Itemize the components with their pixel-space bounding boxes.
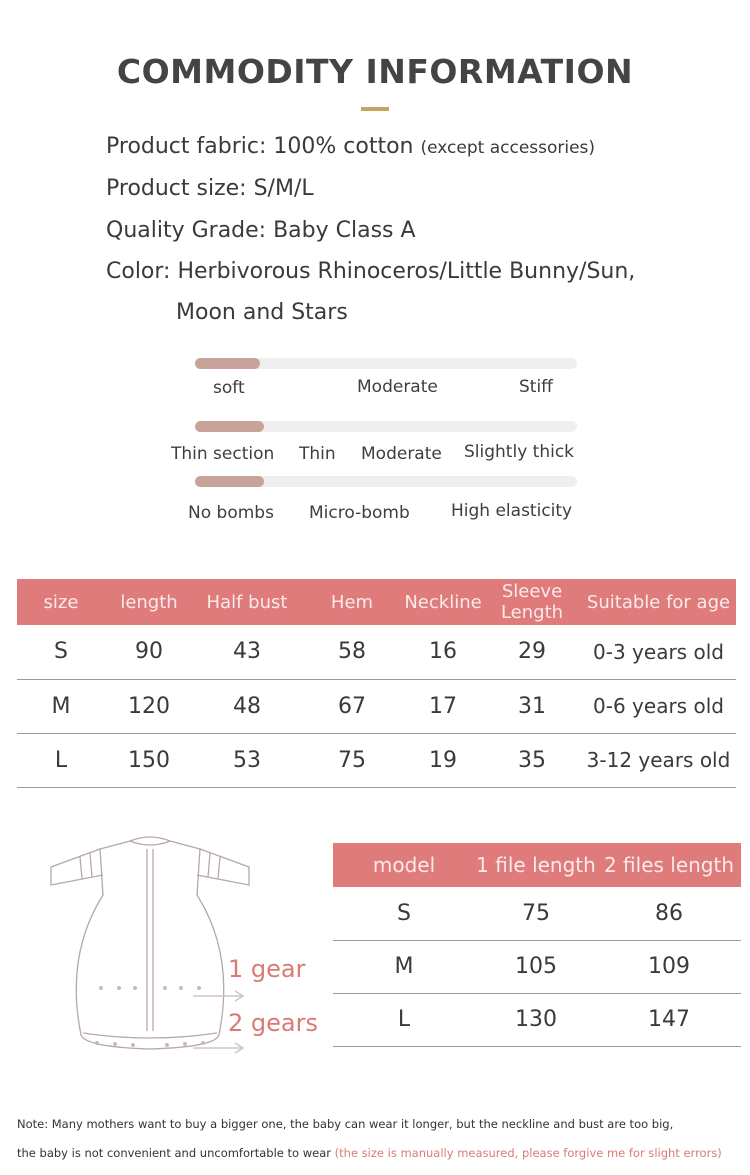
table-header: size	[17, 579, 105, 625]
model-table	[333, 843, 741, 1047]
table-cell: 67	[301, 679, 403, 733]
table-cell: 75	[301, 733, 403, 787]
scale-label: Moderate	[361, 444, 442, 464]
table-cell: 0-6 years old	[581, 679, 736, 733]
table-header: Hem	[301, 579, 403, 625]
size-line: Product size: S/M/L	[106, 176, 314, 201]
table-row	[333, 887, 741, 940]
softness-level	[195, 358, 260, 369]
thickness-scale	[195, 421, 577, 432]
note-line-continued	[17, 1146, 722, 1160]
table-cell: 19	[403, 733, 483, 787]
table-row	[17, 625, 736, 679]
table-row	[333, 993, 741, 1046]
table-row	[17, 733, 736, 787]
table-cell: 16	[403, 625, 483, 679]
table-header: Suitable for age	[581, 579, 736, 625]
scale-label: Thin section	[171, 444, 275, 464]
softness-scale	[195, 358, 577, 369]
table-cell: 105	[475, 940, 597, 993]
scale-label: soft	[213, 378, 245, 398]
table-cell: 0-3 years old	[581, 625, 736, 679]
thickness-level	[195, 421, 264, 432]
sleeping-bag-illustration	[45, 835, 255, 1060]
table-cell: M	[333, 940, 475, 993]
note-text: the baby is not convenient and uncomfortable to wear	[17, 1146, 331, 1160]
table-header: 2 files length	[597, 843, 741, 887]
table-cell: 120	[105, 679, 193, 733]
table-header: Neckline	[403, 579, 483, 625]
table-header: Half bust	[193, 579, 301, 625]
table-header: length	[105, 579, 193, 625]
scale-label: Slightly thick	[464, 442, 575, 462]
scale-label: High elasticity	[451, 501, 573, 521]
table-cell: 43	[193, 625, 301, 679]
scale-label: Moderate	[357, 377, 438, 397]
color-line: Color: Herbivorous Rhinoceros/Little Bunny/Sun,	[106, 259, 636, 284]
gear-one-label: 1 gear	[228, 955, 306, 983]
table-cell: 3-12 years old	[581, 733, 736, 787]
table-cell: 130	[475, 993, 597, 1046]
table-row	[333, 940, 741, 993]
table-cell: 35	[483, 733, 581, 787]
note-line: Note: Many mothers want to buy a bigger one, the baby can wear it longer, but the neckline and bust are too big,	[17, 1117, 674, 1131]
table-cell: 147	[597, 993, 741, 1046]
table-cell: L	[333, 993, 475, 1046]
table-cell: M	[17, 679, 105, 733]
table-cell: S	[333, 887, 475, 940]
table-cell: 17	[403, 679, 483, 733]
table-cell: 90	[105, 625, 193, 679]
table-row	[17, 679, 736, 733]
table-cell: 75	[475, 887, 597, 940]
table-cell: 86	[597, 887, 741, 940]
table-header-row	[17, 579, 736, 625]
scale-label: Stiff	[519, 377, 553, 397]
table-cell: 29	[483, 625, 581, 679]
grade-line: Quality Grade: Baby Class A	[106, 218, 416, 243]
gear-two-label: 2 gears	[228, 1009, 318, 1037]
scale-label: Micro-bomb	[309, 503, 410, 523]
table-header-row	[333, 843, 741, 887]
elasticity-level	[195, 476, 264, 487]
note-disclaimer: (the size is manually measured, please forgive me for slight errors)	[334, 1146, 722, 1160]
color-line-continued: Moon and Stars	[176, 300, 348, 325]
elasticity-scale	[195, 476, 577, 487]
table-header: Sleeve Length	[483, 579, 581, 625]
scale-label: No bombs	[188, 503, 274, 523]
fabric-note: (except accessories)	[420, 138, 596, 158]
table-cell: 53	[193, 733, 301, 787]
title-underline	[361, 107, 389, 111]
table-cell: 109	[597, 940, 741, 993]
table-header: 1 file length	[475, 843, 597, 887]
table-cell: 31	[483, 679, 581, 733]
fabric-text: Product fabric: 100% cotton	[106, 134, 414, 159]
table-cell: 58	[301, 625, 403, 679]
scale-label: Thin	[299, 444, 336, 464]
table-cell: 48	[193, 679, 301, 733]
size-table	[17, 579, 736, 788]
page-title: COMMODITY INFORMATION	[116, 52, 634, 91]
table-cell: 150	[105, 733, 193, 787]
fabric-line	[106, 134, 595, 159]
table-cell: L	[17, 733, 105, 787]
table-header: model	[333, 843, 475, 887]
table-cell: S	[17, 625, 105, 679]
